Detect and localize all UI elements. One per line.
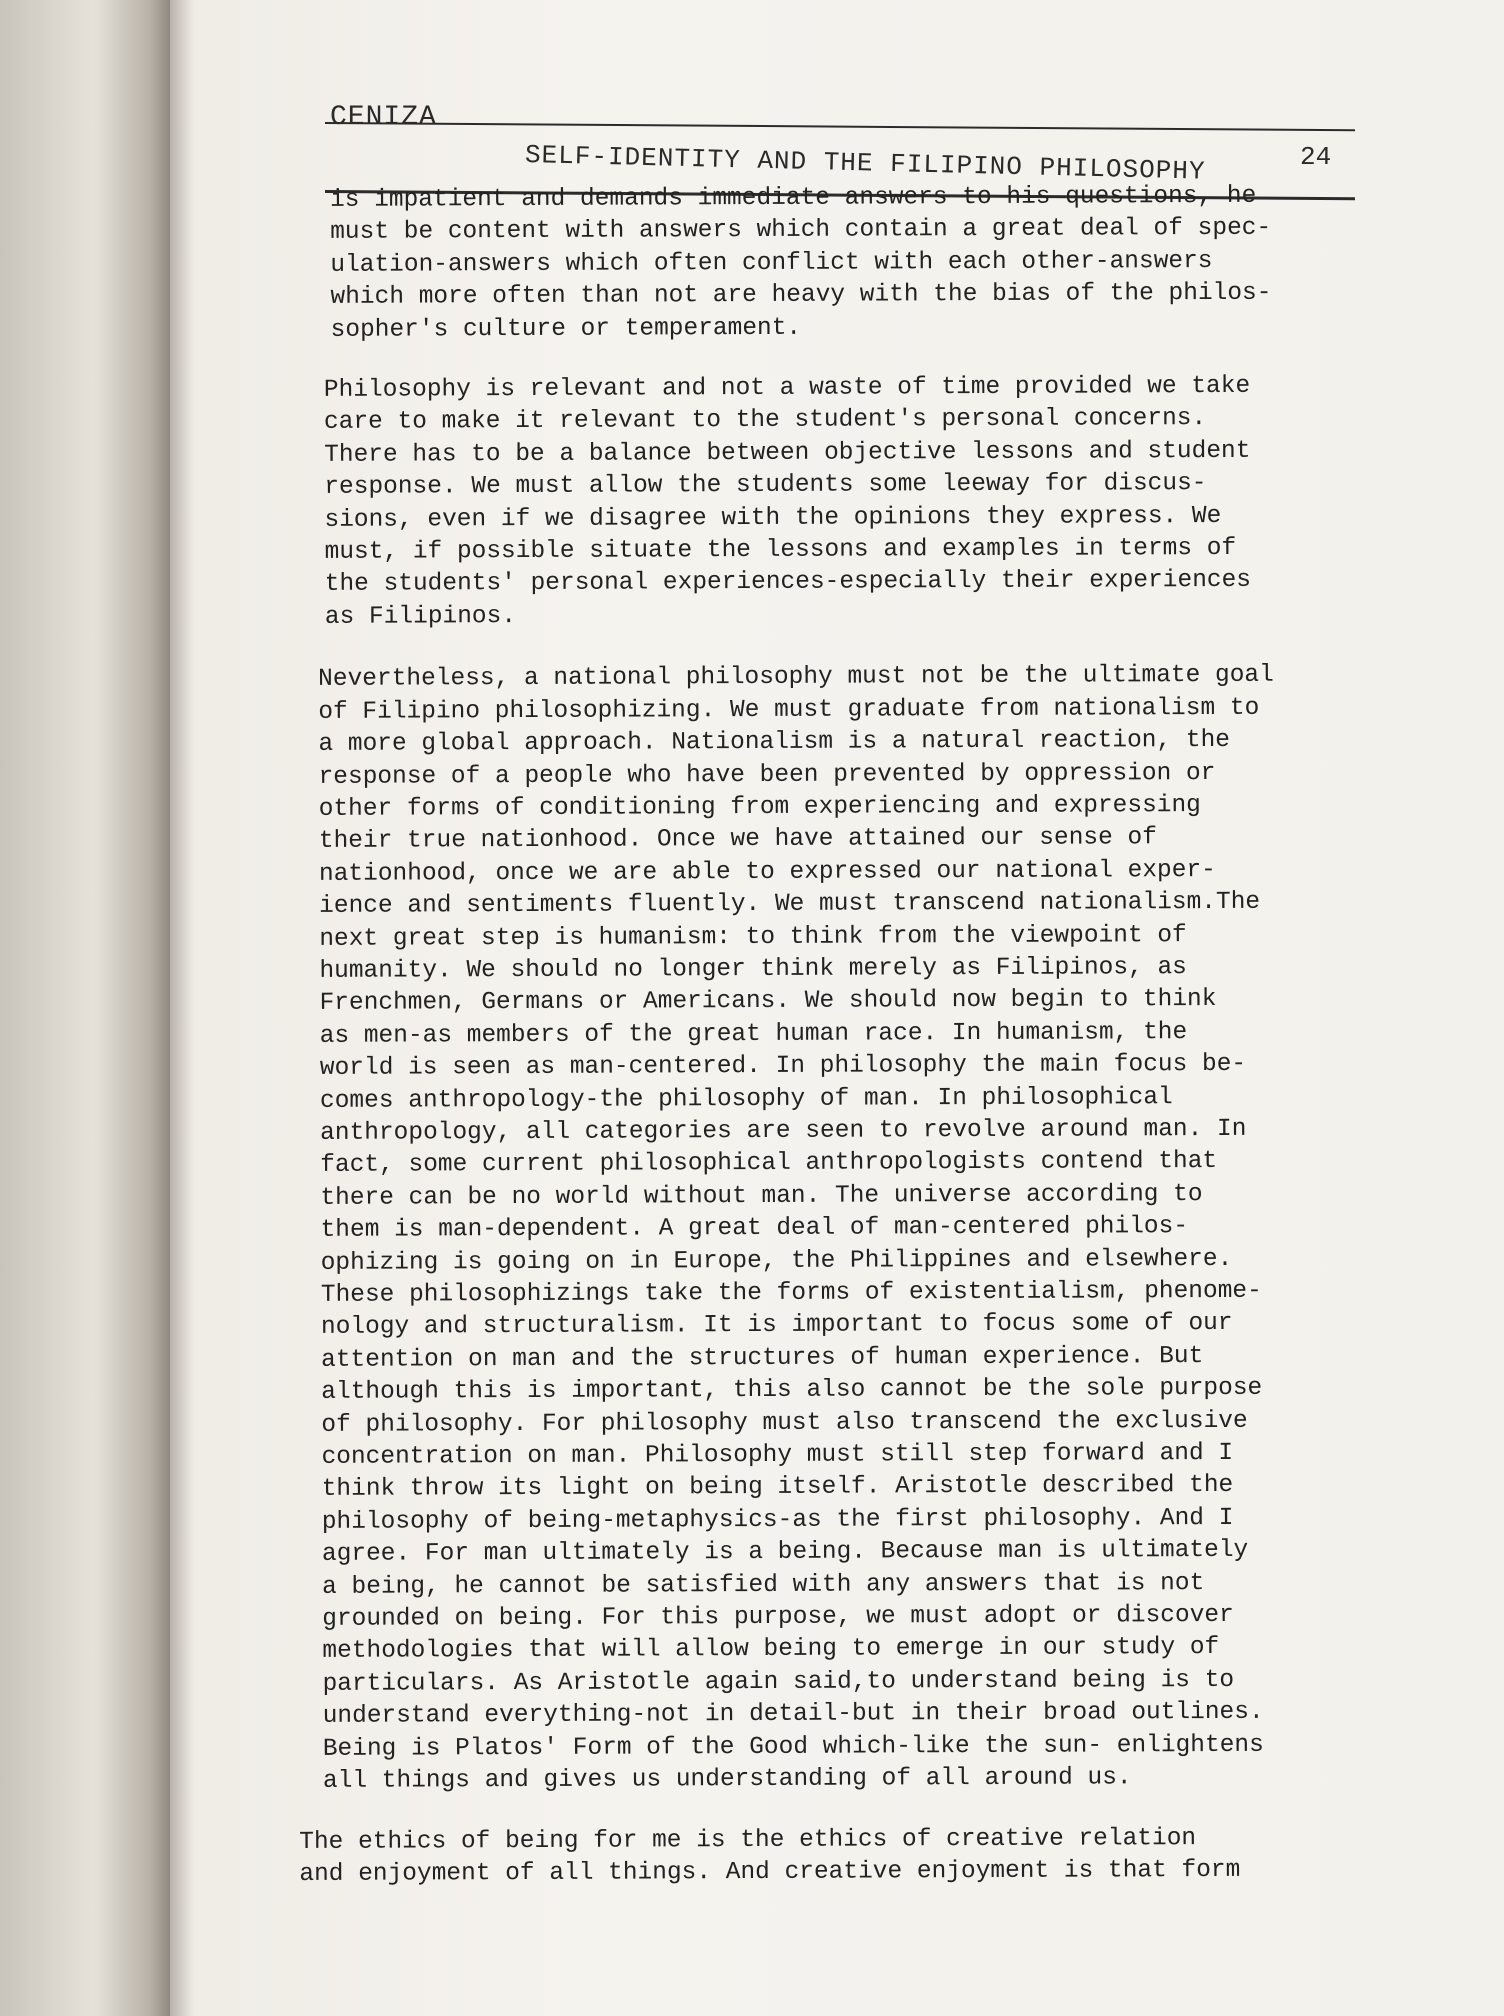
text-line: anthropology, all categories are seen to revolve around man. In xyxy=(320,1115,1247,1147)
text-line: concentration on man. Philosophy must still step forward and I xyxy=(321,1439,1234,1471)
text-line: nology and structuralism. It is important to focus some of our xyxy=(320,1310,1233,1342)
text-line: must be content with answers which contain a great deal of spec- xyxy=(330,215,1272,247)
page-number: 24 xyxy=(1300,142,1332,172)
paragraph-1 xyxy=(330,180,1351,346)
text-line: philosophy of being-metaphysics-as the first philosophy. And I xyxy=(321,1504,1234,1536)
text-line: fact, some current philosophical anthropologists contend that xyxy=(320,1148,1218,1180)
header-title: SELF-IDENTITY AND THE FILIPINO PHILOSOPHY xyxy=(524,140,1206,187)
previous-page-edge xyxy=(0,0,170,2016)
text-line: other forms of conditioning from experiencing and expressing xyxy=(318,791,1201,823)
text-line: ophizing is going on in Europe, the Philippines and elsewhere. xyxy=(320,1245,1233,1277)
text-line: Frenchmen, Germans or Americans. We should now begin to think xyxy=(319,986,1217,1018)
text-line: of Filipino philosophizing. We must graduate from nationalism to xyxy=(318,694,1260,726)
text-line: Being is Platos' Form of the Good which-like the sun- enlightens xyxy=(322,1731,1264,1763)
text-line: sopher's culture or temperament. xyxy=(330,314,802,344)
text-line: which more often than not are heavy with the bias of the philos- xyxy=(330,279,1272,312)
text-line: methodologies that will allow being to emerge in our study of xyxy=(322,1634,1220,1666)
text-line: all things and gives us understanding of all around us. xyxy=(322,1764,1132,1795)
text-line: as Filipinos. xyxy=(324,602,517,631)
text-line: grounded on being. For this purpose, we must adopt or discover xyxy=(322,1601,1234,1633)
text-line: world is seen as man-centered. In philosophy the main focus be- xyxy=(319,1050,1247,1083)
text-line: agree. For man ultimately is a being. Because man is ultimately xyxy=(321,1537,1249,1569)
text-line: next great step is humanism: to think from the viewpoint of xyxy=(319,921,1187,953)
header-top-rule xyxy=(325,122,1355,131)
text-line: as men-as members of the great human race. In humanism, the xyxy=(319,1018,1188,1050)
gutter-shadow xyxy=(170,0,194,2016)
text-line: their true nationhood. Once we have attained our sense of xyxy=(318,824,1157,856)
paragraph-3 xyxy=(318,660,1357,1799)
running-header xyxy=(325,92,1355,192)
text-line: is impatient and demands immediate answers to his questions, he xyxy=(330,182,1257,214)
text-line: think throw its light on being itself. Aristotle described the xyxy=(321,1472,1234,1504)
text-line: sions, even if we disagree with the opinions they express. We xyxy=(324,502,1222,534)
text-line: comes anthropology-the philosophy of man. In philosophical xyxy=(319,1083,1173,1115)
text-line: response of a people who have been prevented by oppression or xyxy=(318,759,1216,791)
text-line: attention on man and the structures of human experience. But xyxy=(321,1342,1204,1374)
text-line: particulars. As Aristotle again said,to understand being is to xyxy=(322,1666,1235,1698)
body-text xyxy=(290,180,1358,1919)
text-line: Philosophy is relevant and not a waste of time provided we take xyxy=(323,372,1251,404)
header-author: CENIZA xyxy=(330,102,437,133)
text-line: There has to be a balance between objective lessons and student xyxy=(324,437,1251,469)
text-line: there can be no world without man. The universe according to xyxy=(320,1180,1203,1212)
paragraph-4 xyxy=(299,1822,1357,1891)
text-line: response. We must allow the students some leeway for discus- xyxy=(324,470,1207,502)
text-line: although this is important, this also cannot be the sole purpose xyxy=(321,1374,1263,1407)
text-line: ulation-answers which often conflict with each other-answers xyxy=(330,247,1213,279)
text-line: must, if possible situate the lessons and examples in terms of xyxy=(324,534,1237,566)
text-line: nationhood, once we are able to expressed our national exper- xyxy=(318,856,1216,888)
text-line: understand everything-not in detail-but in their broad outlines. xyxy=(322,1699,1264,1731)
text-line: them is man-dependent. A great deal of man-centered philos- xyxy=(320,1213,1189,1245)
text-line: the students' personal experiences-especially their experiences xyxy=(324,567,1252,599)
text-line: humanity. We should no longer think merely as Filipinos, as xyxy=(319,954,1187,985)
text-line: The ethics of being for me is the ethics of creative relation xyxy=(299,1824,1197,1856)
text-line: a more global approach. Nationalism is a natural reaction, the xyxy=(318,726,1231,758)
text-line: These philosophizings take the forms of existentialism, phenome- xyxy=(320,1277,1262,1309)
text-line: Nevertheless, a national philosophy must not be the ultimate goal xyxy=(318,661,1274,694)
text-line: a being, he cannot be satisfied with any answers that is not xyxy=(322,1569,1205,1601)
text-line: and enjoyment of all things. And creative enjoyment is that form xyxy=(299,1856,1241,1888)
text-line: care to make it relevant to the student's personal concerns. xyxy=(323,405,1207,437)
paragraph-2 xyxy=(324,370,1352,634)
text-line: of philosophy. For philosophy must also transcend the exclusive xyxy=(321,1407,1248,1439)
text-line: ience and sentiments fluently. We must transcend nationalism.The xyxy=(319,888,1261,921)
